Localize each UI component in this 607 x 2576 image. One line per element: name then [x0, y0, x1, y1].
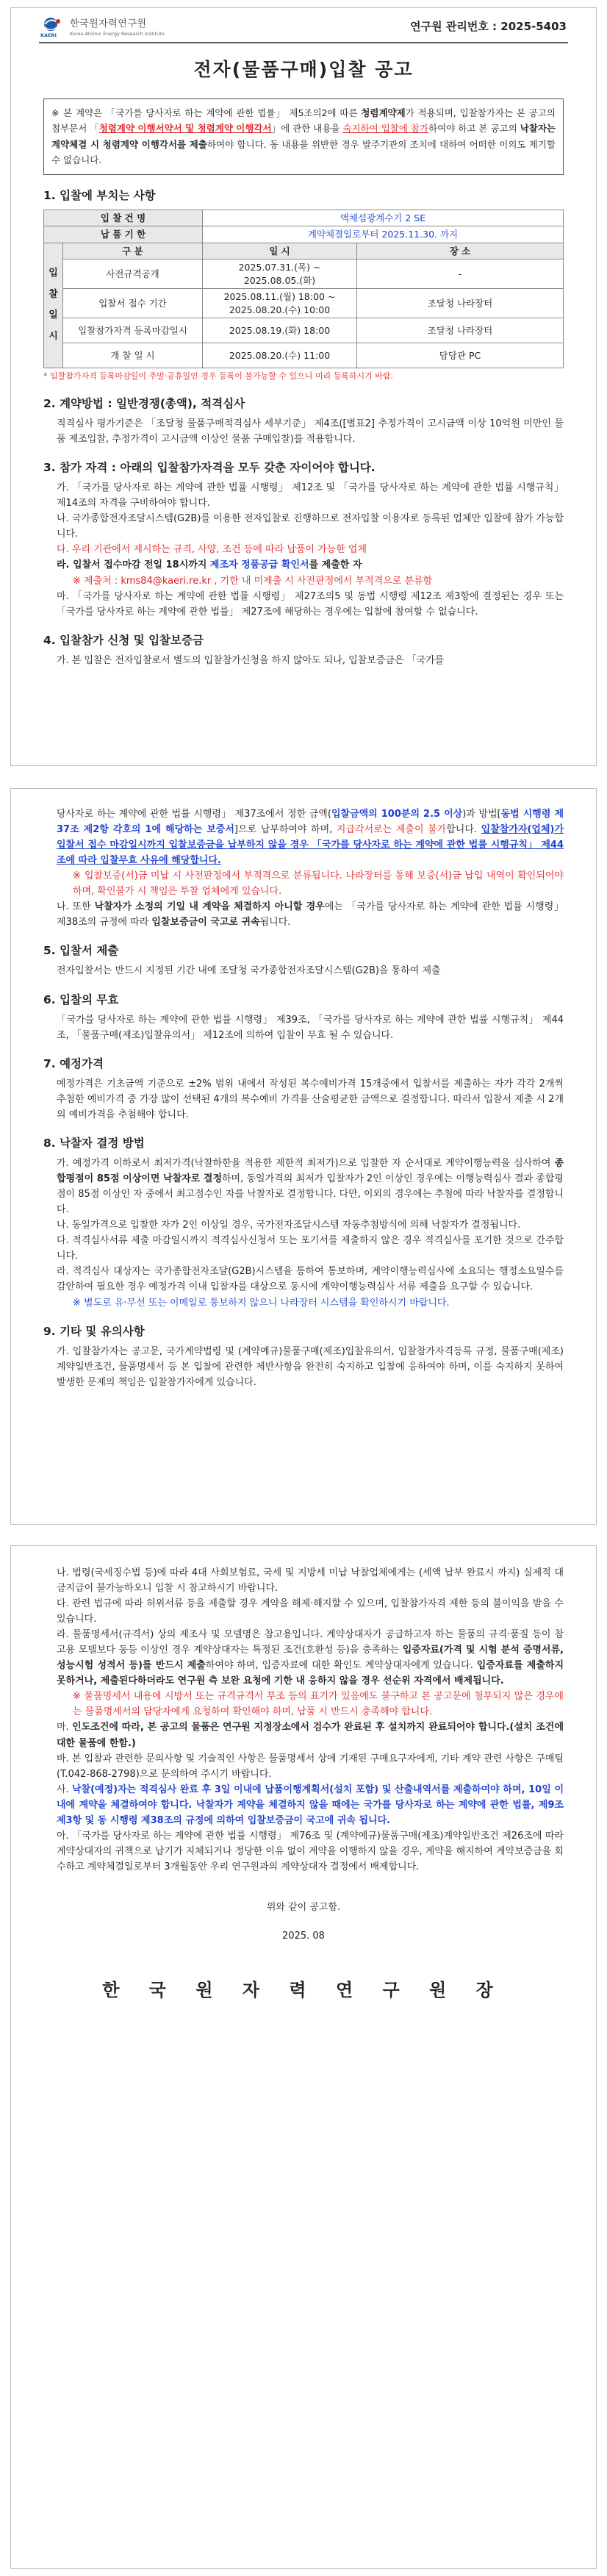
section-7-body: 예정가격은 기초금액 기준으로 ±2% 범위 내에서 작성된 복수예비가격 15개중에서 입찰서를 제출하는 자가 각각 2개씩 추첨한 예비가격 중 가장 많이 선택된 4개의 복수예비 가격을 산술평균한 금액으로 결정합니다. 따라서 입찰서 제출 시 2개의 예비가격을 추첨해야 합니다.	[57, 1078, 564, 1120]
section-8-heading: 8. 낙찰자 결정 방법	[43, 1136, 145, 1150]
table-footnote: * 입찰참가자격 등록마감일이 주말·공휴일인 경우 등록이 불가능할 수 있으니 미리 등록하시기 바람.	[43, 371, 393, 382]
section-7-heading: 7. 예정가격	[43, 1056, 104, 1070]
signature-line: 한 국 원 자 력 연 구 원 장	[102, 1980, 505, 2001]
col-datetime: 일 시	[203, 243, 357, 260]
table-row: 개 찰 일 시 2025.08.20.(수) 11:00 담당관 PC	[44, 343, 564, 368]
col-division: 구 분	[63, 243, 203, 260]
section-9-item-ga: 가. 입찰참가자는 공고문, 국가계약법령 및 (계약예규)물품구매(제조)입찰유의서, 입찰참가자격등록 규정, 물품구매(제조)계약일반조건, 물품명세서 등 본 입찰에 관련한 제반사항을 완전히 숙지하고 입찰에 응하여야 하며, 이를 숙지하지 못하여 발생한 문제의 책임은 입찰참가자에게 있습니다.	[57, 1345, 564, 1388]
org-name-ko: 한국원자력연구원	[70, 18, 147, 29]
schedule-label: 입 찰 일 시	[44, 243, 63, 368]
org-logo	[40, 15, 165, 37]
section-3-item-ra: 라. 입찰서 접수마감 전일 18시까지 제조자 정품공급 확인서를 제출한 자	[57, 559, 362, 571]
org-name-en: Korea Atomic Energy Research Institute	[70, 30, 165, 37]
section-3-item-na: 나. 국가종합전자조달시스템(G2B)를 이용한 전자입찰로 진행하므로 전자입찰 이용자로 등록된 업체만 입찰에 참가 가능합니다.	[57, 513, 564, 540]
bid-name-label: 입 찰 건 명	[44, 210, 203, 226]
section-5-body: 전자입찰서는 반드시 지정된 기간 내에 조달청 국가종합전자조달시스템(G2B)을 통하여 제출	[57, 965, 441, 977]
section-4-guarantee-note: ※ 입찰보증(서)금 미납 시 사전판정에서 부적격으로 분류됩니다. 나라장터를 통해 보증(서)금 납입 내역이 확인되어야 하며, 확인불가 시 책임은 투찰 업체에게 있습니다.	[73, 870, 564, 898]
section-2-body: 적격심사 평가기준은 「조달청 물품구매적격심사 세부기준」 제4조([별표2] 추정가격이 고시금액 이상 10억원 미만인 물품 제조입찰, 추정가격이 고시금액 이상인 물품 구매입찰)를 적용합니다.	[57, 418, 564, 446]
section-5-heading: 5. 입찰서 제출	[43, 944, 119, 958]
header	[11, 8, 596, 42]
page-3	[10, 1545, 597, 2569]
page-1	[10, 7, 597, 766]
section-9-heading: 9. 기타 및 유의사항	[43, 1324, 145, 1338]
section-9-item-ma: 마. 인도조건에 따라, 본 공고의 물품은 연구원 지정장소에서 검수가 완료된 후 설치까지 완료되어야 합니다.(설치 조건에 대한 물품에 한함.)	[57, 1722, 564, 1749]
section-6-heading: 6. 입찰의 무효	[43, 992, 119, 1006]
section-8-note: ※ 별도로 유·무선 또는 이메일로 통보하지 않으니 나라장터 시스템을 확인하시기 바랍니다.	[73, 1297, 450, 1309]
section-4-item-ga-part2: 당사자로 하는 계약에 관한 법률 시행령」 제37조에서 정한 금액(입찰금액의 100분의 2.5 이상)과 방법[동법 시행령 제37조 제2항 각호의 1에 해당하는 보증서]으로 납부하여야 하며, 지급각서로는 제출이 불가합니다. 입찰참가자(업체)가 입찰서 접수 마감일시까지 입찰보증금을 납부하지 않을 경우 「국가를 당사자로 하는 계약에 관한 법률 시행규칙」 제44조에 따라 입찰무효 사유에 해당합니다.	[57, 809, 564, 867]
delivery-due-label: 납 품 기 한	[44, 226, 203, 243]
svg-text:KAERI: KAERI	[40, 32, 57, 37]
section-1-heading: 1. 입찰에 부치는 사항	[43, 188, 156, 202]
section-4-heading: 4. 입찰참가 신청 및 입찰보증금	[43, 633, 204, 647]
delivery-due-value: 계약체결일로부터 2025.11.30. 까지	[203, 226, 564, 243]
announcement-date: 2025. 08	[282, 1930, 325, 1942]
closing-statement: 위와 같이 공고함.	[266, 1901, 341, 1913]
section-9-spec-note: ※ 물품명세서 내용에 시방서 또는 규격규격서 부조 등의 표기가 있음에도 불구하고 본 공고문에 첨부되지 않은 경우에는 물품명세서의 담당자에게 요청하여 확인해야 하며, 납품 시 반드시 충족해야 합니다.	[73, 1691, 564, 1718]
section-3-submit-note: ※ 제출처 : kms84@kaeri.re.kr , 기한 내 미제출 시 사전판정에서 부적격으로 분류함	[73, 575, 433, 587]
section-9-item-sa: 사. 낙찰(예정)자는 적격심사 완료 후 3일 이내에 납품이행계획서(설치 포함) 및 산출내역서를 제출하여야 하며, 10일 이내에 계약을 체결하여야 합니다. 낙찰자가 계약을 체결하지 않을 때에는 국가를 당사자로 하는 계약에 관한 법률, 제9조 제3항 및 동 시행령 제38조의 규정에 의하여 입찰보증금이 국고에 귀속 됩니다.	[57, 1783, 564, 1826]
section-8-item-da: 다. 적격심사서류 제출 마감일시까지 적격심사신청서 또는 포기서를 제출하지 않은 경우 적격심사를 포기한 것으로 간주합니다.	[57, 1235, 564, 1262]
section-9-item-a: 아. 「국가를 당사자로 하는 계약에 관한 법률 시행령」 제76조 및 (계약예규)물품구매(제조)계약일반조건 제26조에 따라 계약상대자의 귀책으로 납기가 지체되거나 정당한 이유 없이 계약을 이행하지 않을 경우, 계약을 해지하여 계약보증금을 회수하고 계약체결일로부터 3개월동안 우리 연구원과의 계약상대자 결정에서 배제합니다.	[57, 1830, 564, 1872]
integrity-notice: ※ 본 계약은 「국가를 당사자로 하는 계약에 관한 법률」 제5조의2에 따른 청렴계약제가 적용되며, 입찰참가자는 본 공고의 첨부문서 「청렴계약 이행서약서 및 청렴계약 이행각서」에 관한 내용을 숙지하여 입찰에 참가하여야 하고 본 공고의 낙찰자는 계약체결 시 청렴계약 이행각서를 제출하여야 합니다. 동 내용을 위반한 경우 발주기관의 조치에 대하여 어떠한 이의도 제기할 수 없습니다.	[43, 99, 564, 175]
col-place: 장 소	[357, 243, 564, 260]
section-9-item-ba: 바. 본 입찰과 관련한 문의사항 및 기술적인 사항은 물품명세서 상에 기재된 구매요구자에게, 기타 계약 관련 사항은 구매팀 (T.042-868-2798)으로 문의하여 주시기 바랍니다.	[57, 1753, 564, 1780]
bid-name-value: 액체섬광계수기 2 SE	[203, 210, 564, 226]
section-9-item-na: 나. 법령(국세징수법 등)에 따라 4대 사회보험료, 국세 및 지방세 미납 낙찰업체에게는 (세액 납부 완료시 까지) 실제적 대금지급이 불가능하오니 입찰 시 참고하시기 바랍니다.	[57, 1567, 564, 1595]
bid-info-table	[43, 210, 564, 369]
section-8-item-ra: 라. 적격심사 대상자는 국가종합전자조달(G2B)시스템을 통하여 통보하며, 계약이행능력심사에 소요되는 행정소요일수를 감안하여 필요한 경우 예정가격 이내 입찰자를 대상으로 동시에 계약이행능력심사 서류 제출을 요구할 수 있습니다.	[57, 1266, 564, 1293]
section-3-heading: 3. 참가 자격 : 아래의 입찰참가자격을 모두 갖춘 자이어야 합니다.	[43, 461, 376, 475]
kaeri-logo-icon	[40, 15, 65, 37]
section-3-item-da: 다. 우리 기관에서 제시하는 규격, 사양, 조건 등에 따라 납품이 가능한 업체	[57, 544, 367, 556]
section-4-item-ga-part1: 가. 본 입찰은 전자입찰로서 별도의 입찰참가신청을 하지 않아도 되나, 입찰보증금은 「국가를	[57, 654, 445, 666]
section-8-item-na: 나. 동일가격으로 입찰한 자가 2인 이상일 경우, 국가전자조달시스템 자동추첨방식에 의해 낙찰자가 결정됩니다.	[57, 1220, 521, 1231]
table-row: 입찰참가자격 등록마감일시 2025.08.19.(화) 18:00 조달청 나라장터	[44, 318, 564, 343]
table-row: 입찰서 접수 기간 2025.08.11.(월) 18:00 ~ 2025.08.20.(수) 10:00 조달청 나라장터	[44, 289, 564, 318]
section-9-item-ra: 라. 물품명세서(규격서) 상의 제조사 및 모델명은 참고용입니다. 계약상대자가 공급하고자 하는 물품의 규격·품질 등이 참고용 모델보다 동등 이상인 경우 계약상대자는 특정된 조건(호환성 등)을 충족하는 입증자료(가격 및 시험 분석 증명서류, 성능시험 성적서 등)를 반드시 제출하여야 하며, 입증자료에 대한 확인도 계약상대자에게 있습니다. 입증자료를 제출하지 못하거나, 제출된다하더라도 연구원 측 보완 요청에 기한 내 응하지 않을 경우 선순위 자격에서 배제됩니다.	[57, 1629, 564, 1687]
page-2	[10, 788, 597, 1525]
section-3-item-ma: 마. 「국가를 당사자로 하는 계약에 관한 법률 시행령」 제27조의5 및 동법 시행령 제12조 제3항에 결정된는 경우 또는 「국가를 당사자로 하는 계약에 관한 법률」 제27조에 해당하는 경우에는 입찰에 참여할 수 없습니다.	[57, 590, 564, 618]
section-2-heading: 2. 계약방법 : 일반경쟁(총액), 적격심사	[43, 396, 245, 410]
page-title: 전자(물품구매)입찰 공고	[193, 59, 414, 80]
section-6-body: 「국가를 당사자로 하는 계약에 관한 법률 시행령」 제39조, 「국가를 당사자로 하는 계약에 관한 법률 시행규칙」 제44조, 「물품구매(제조)입찰유의서」 제12조에 의하여 입찰이 무효 될 수 있습니다.	[57, 1014, 564, 1041]
section-3-item-ga: 가. 「국가를 당사자로 하는 계약에 관한 법률 시행령」 제12조 및 「국가를 당사자로 하는 계약에 관한 법률 시행규칙」 제14조의 자격을 구비하여야 합니다.	[57, 482, 564, 509]
section-8-item-ga: 가. 예정가격 이하로서 최저가격(낙찰하한율 적용한 제한적 최저가)으로 입찰한 자 순서대로 계약이행능력을 심사하여 종합평점이 85점 이상이면 낙찰자로 결정하며, 동일가격의 최저가 입찰자가 2인 이상인 경우에는 이행능력심사 결과 종합평점이 85점 이상인 자 중에서 최고점수인 자를 낙찰자로 결정합니다. 다만, 이외의 경우에는 추첨에 따라 낙찰자를 결정합니다.	[57, 1158, 564, 1216]
section-9-item-da: 다. 관련 법규에 따라 허위서류 등을 제출할 경우 계약을 해제·해지할 수 있으며, 입찰참가자격 제한 등의 불이익을 받을 수 있습니다.	[57, 1598, 564, 1625]
section-4-item-na: 나. 또한 낙찰자가 소정의 기일 내 계약을 체결하지 아니할 경우에는 「국가를 당사자로 하는 계약에 관한 법률 시행령」 제38조의 규정에 따라 입찰보증금이 국고로 귀속됩니다.	[57, 901, 564, 929]
management-number: 연구원 관리번호 : 2025-5403	[410, 19, 567, 33]
table-row: 사전규격공개 2025.07.31.(목) ~ 2025.08.05.(화) -	[44, 260, 564, 289]
